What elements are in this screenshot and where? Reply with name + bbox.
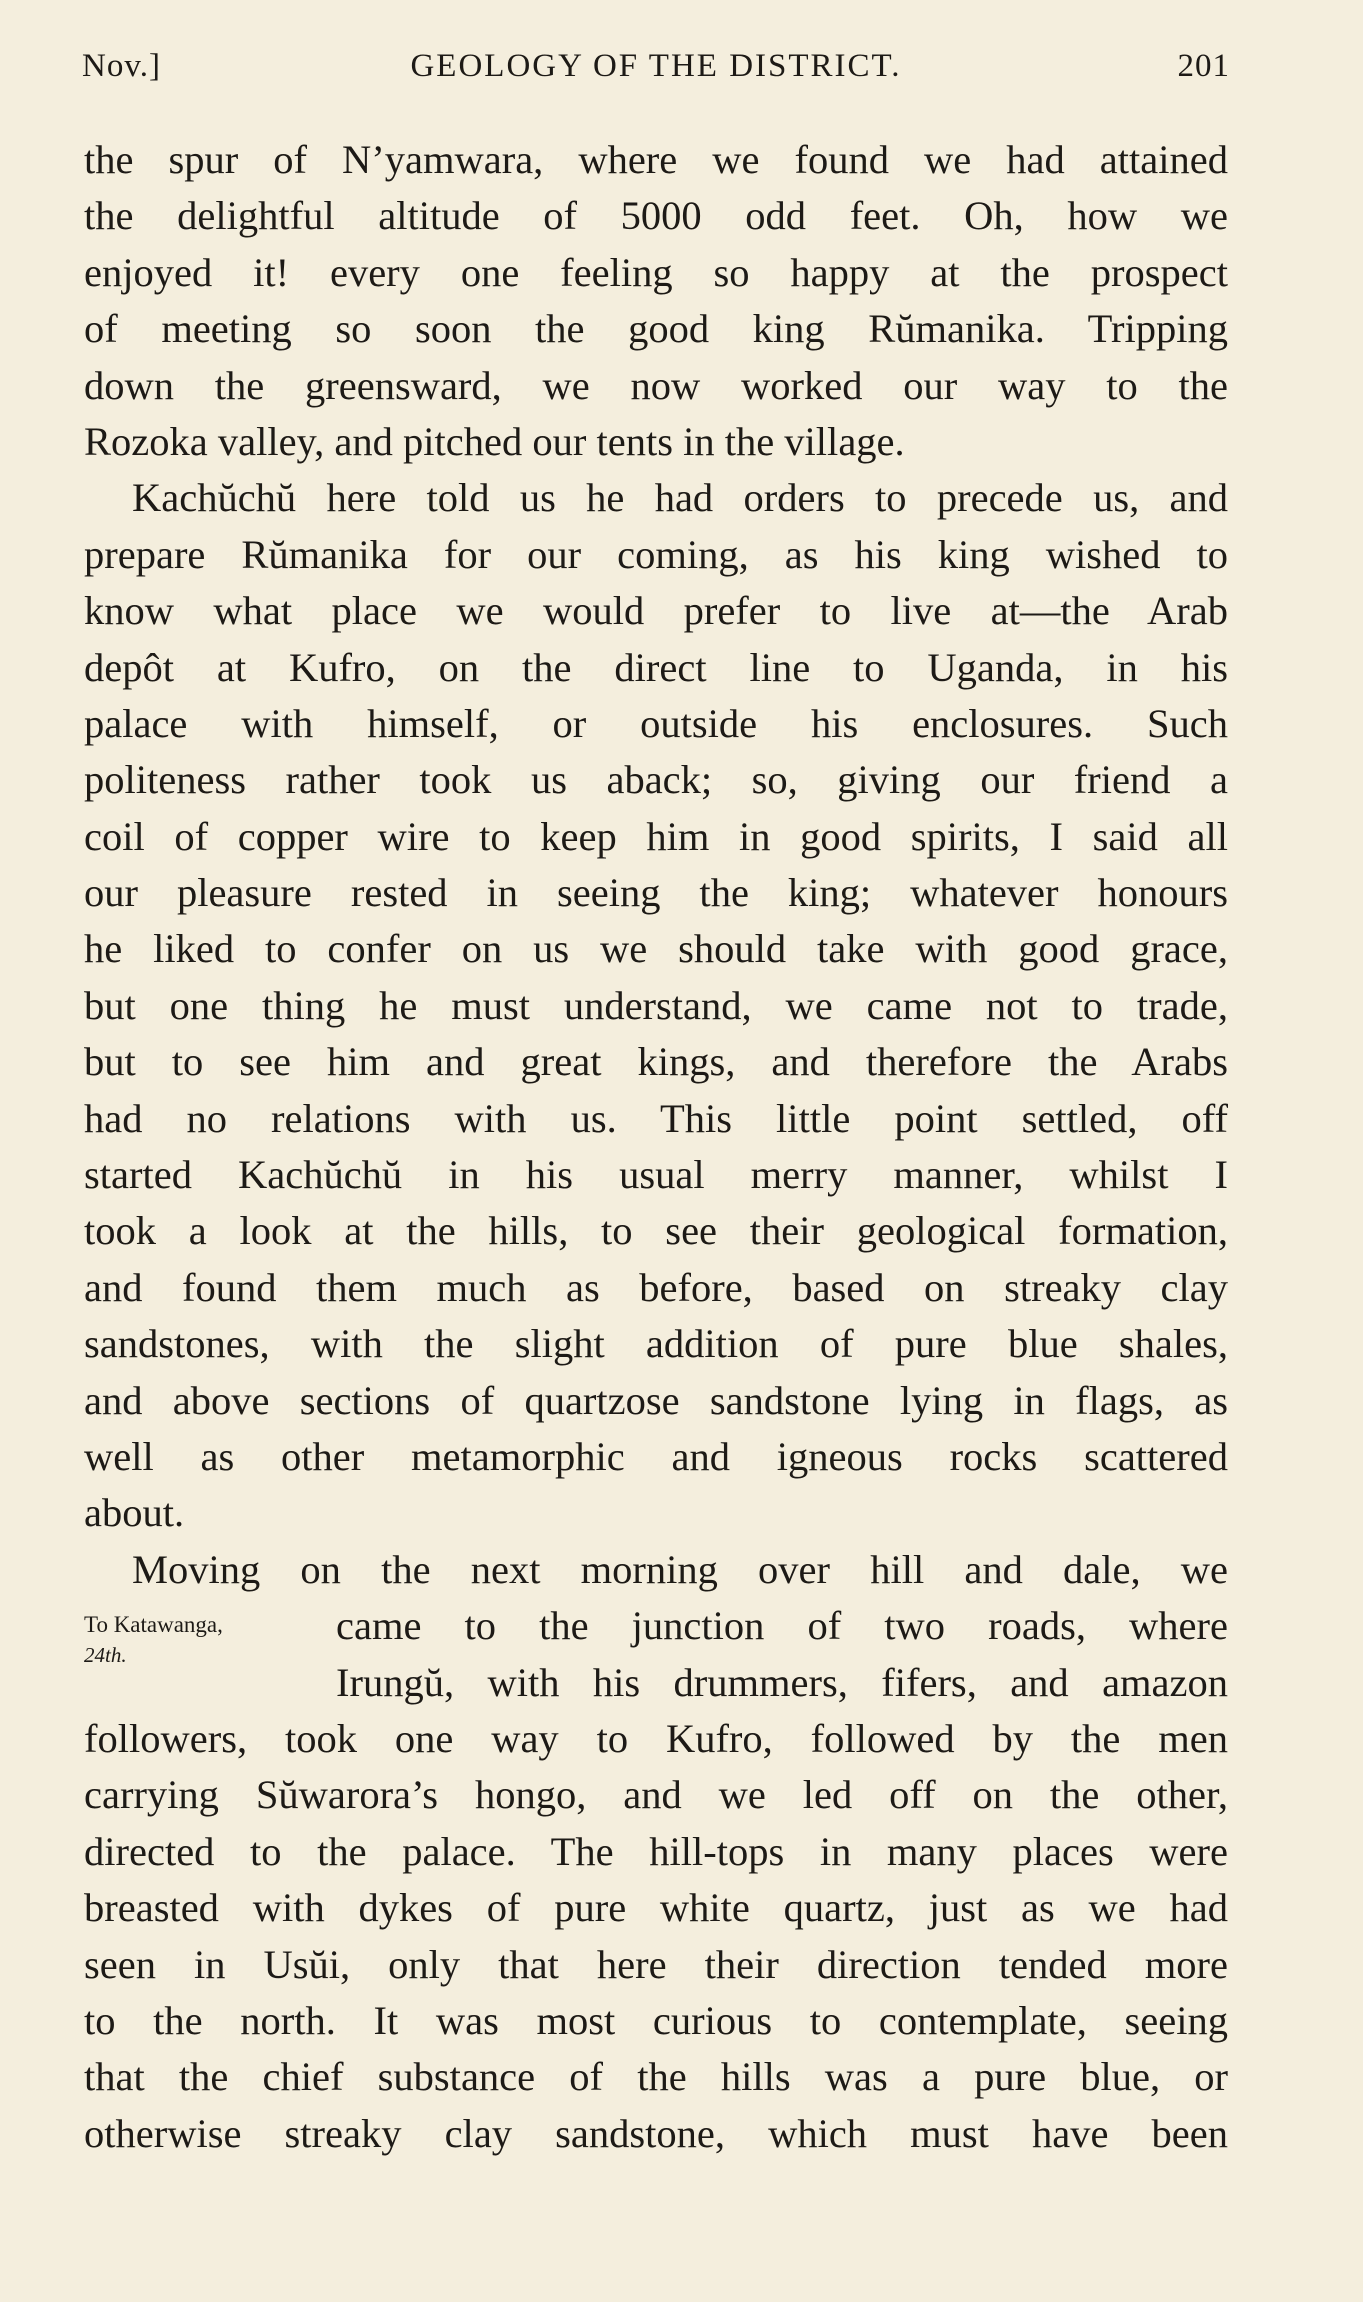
text-line: depôt at Kufro, on the direct line to Uganda, in his: [84, 644, 1228, 690]
text-line: came to the junction of two roads, where: [336, 1603, 1228, 1649]
text-line: directed to the palace. The hill-tops in many places were: [84, 1828, 1228, 1874]
text-line: sandstones, with the slight addition of pure blue shales,: [84, 1321, 1228, 1367]
text-line: but to see him and great kings, and therefore the Arabs: [84, 1039, 1228, 1085]
text-line: breasted with dykes of pure white quartz, just as we had: [84, 1885, 1228, 1931]
text-line: the spur of N’yamwara, where we found we had attained: [84, 137, 1228, 182]
text-line: the delightful altitude of 5000 odd feet. Oh, how we: [84, 193, 1228, 239]
text-line: took a look at the hills, to see their geological formation,: [84, 1208, 1228, 1254]
running-head: [82, 48, 1230, 98]
text-line: about.: [84, 1490, 185, 1536]
text-line: otherwise streaky clay sandstone, which must have been: [84, 2110, 1228, 2156]
text-line: down the greensward, we now worked our way to the: [84, 362, 1228, 408]
marginal-note-date: 24th.: [84, 1643, 127, 1667]
text-line: Irungŭ, with his drummers, fifers, and amazon: [336, 1659, 1228, 1705]
body-text: [84, 132, 1228, 2162]
text-line: politeness rather took us aback; so, giving our friend a: [84, 757, 1228, 803]
text-line: coil of copper wire to keep him in good spirits, I said all: [84, 813, 1228, 859]
text-line: that the chief substance of the hills was a pure blue, or: [84, 2054, 1228, 2100]
text-line: carrying Sŭwarora’s hongo, and we led off on the other,: [84, 1772, 1228, 1818]
text-line: enjoyed it! every one feeling so happy at the prospect: [84, 249, 1228, 295]
text-line: followers, took one way to Kufro, followed by the men: [84, 1715, 1228, 1761]
text-line: to the north. It was most curious to contemplate, seeing: [84, 1997, 1228, 2043]
text-line: but one thing he must understand, we came not to trade,: [84, 982, 1228, 1028]
text-line: know what place we would prefer to live at—the Arab: [84, 588, 1228, 634]
text-line: our pleasure rested in seeing the king; whatever honours: [84, 870, 1228, 916]
text-line: Moving on the next morning over hill and dale, we: [132, 1546, 1228, 1592]
text-line: Rozoka valley, and pitched our tents in the village.: [84, 418, 905, 464]
text-line: and found them much as before, based on streaky clay: [84, 1264, 1228, 1310]
text-line: well as other metamorphic and igneous rocks scattered: [84, 1433, 1228, 1479]
text-line: had no relations with us. This little point settled, off: [84, 1095, 1228, 1141]
text-line: he liked to confer on us we should take with good grace,: [84, 926, 1228, 972]
text-line: prepare Rŭmanika for our coming, as his king wished to: [84, 531, 1228, 577]
text-line: Kachŭchŭ here told us he had orders to precede us, and: [132, 475, 1228, 521]
marginal-note: [84, 1610, 223, 1670]
text-line: palace with himself, or outside his enclosures. Such: [84, 700, 1228, 746]
page-number: 201: [1177, 48, 1230, 84]
text-line: and above sections of quartzose sandstone lying in flags, as: [84, 1377, 1228, 1423]
header-title: GEOLOGY OF THE DISTRICT.: [410, 48, 902, 84]
marginal-note-place: To Katawanga,: [84, 1612, 223, 1637]
text-line: of meeting so soon the good king Rŭmanika. Tripping: [84, 306, 1228, 352]
header-month: Nov.]: [82, 48, 161, 84]
text-line: seen in Usŭi, only that here their direction tended more: [84, 1941, 1228, 1987]
text-line: started Kachŭchŭ in his usual merry manner, whilst I: [84, 1152, 1228, 1198]
